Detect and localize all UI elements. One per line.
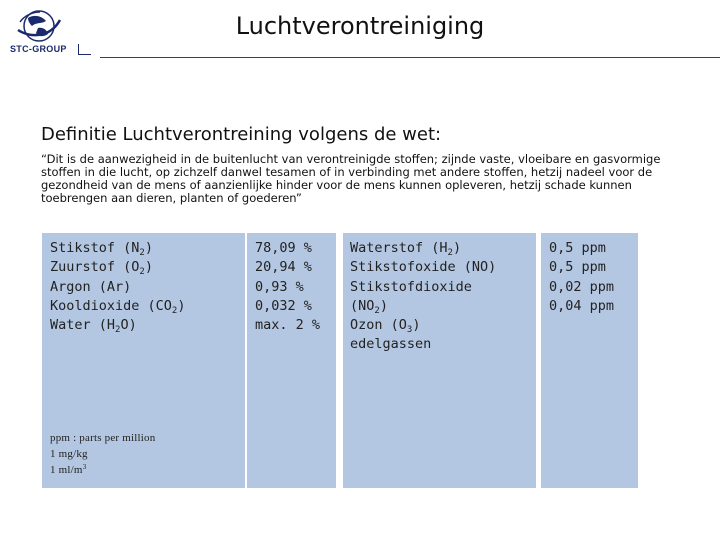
component-name: Stikstof $(N_2)$ [50,240,153,258]
definition-text: “Dit is de aanwezigheid in de buitenlucht van verontreinigde stoffen; zijnde vaste, vloeibare en gasvormige stoffen in die lucht, op zichzelf danwel tesamen of in verbinding met andere stoffen, hetzij nadeel voor de gezondheid van de mens of aanzienlijke hinder voor de mens kunnen opleveren, hetzij schade kunnen toebrengen aan dieren, planten of goederen” [41,152,661,205]
component-value: 20,94 % [255,259,312,276]
component-value: 0,93 % [255,278,304,295]
page-title: Luchtverontreiniging [235,12,485,40]
trace-component-names [343,233,536,488]
component-name: Kooldioxide $(CO_2)$ [50,297,186,316]
trace-component-value: 0,04 ppm [549,297,615,314]
header-divider [100,57,720,58]
air-composition-table [42,233,638,488]
trace-component-value: 0,5 ppm [549,240,606,256]
logo-text: STC-GROUP [10,44,67,54]
note-line: 1 $ml/m^3$ [50,463,87,476]
trace-component-name: $(NO_2)$ [350,297,388,316]
component-value: 0,032 % [255,297,312,314]
trace-component-value: 0,5 ppm [549,259,606,276]
component-value: 78,09 % [255,240,312,256]
trace-component-name: Ozon $(O_3)$ [350,317,421,336]
component-value: max. 2 % [255,317,321,334]
units-note [50,430,155,478]
section-heading: Definitie Luchtverontreining volgens de wet: [41,124,442,145]
component-name: Water $(H_2O)$ [50,317,137,336]
trace-component-name: Waterstof $(H_2)$ [350,240,462,258]
note-line: ppm : parts per million [50,432,156,444]
component-name: Argon (Ar) [50,278,132,295]
main-component-values [247,233,336,488]
trace-component-name: Stikstofdioxide [350,278,472,295]
trace-component-name: edelgassen [350,336,432,353]
logo-bracket [78,44,91,55]
component-name: Zuurstof $(O_2)$ [50,259,153,278]
trace-component-value: 0,02 ppm [549,278,615,295]
trace-component-name: Stikstofoxide (NO) [350,259,497,276]
trace-component-values [541,233,638,488]
note-line: 1 mg/kg [50,448,88,460]
